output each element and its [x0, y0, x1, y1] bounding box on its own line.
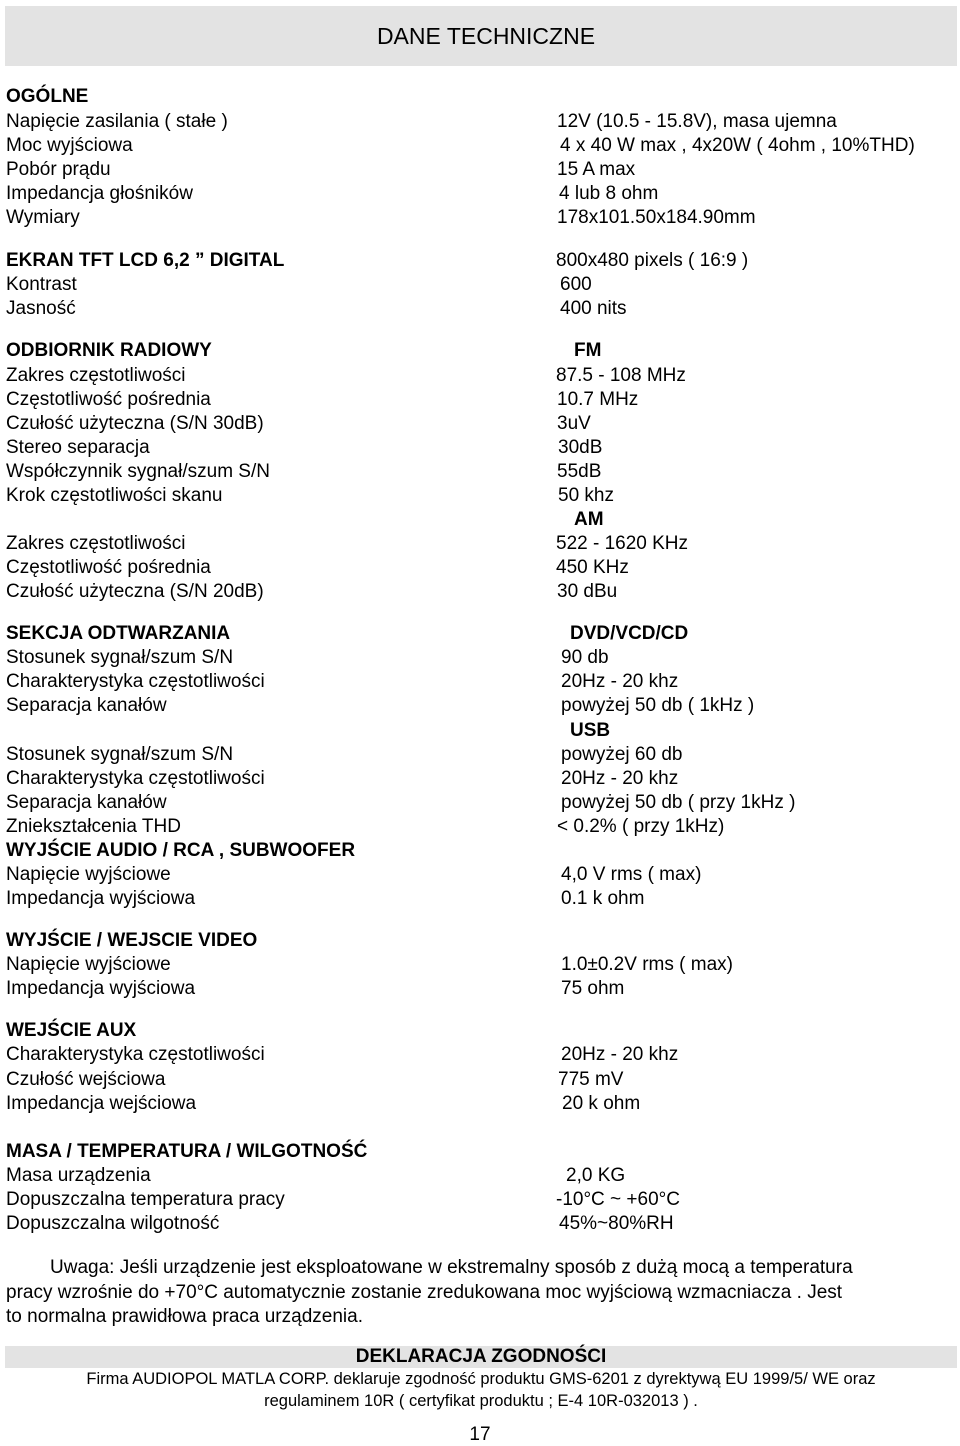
spec-label: SEKCJA ODTWARZANIA	[6, 623, 231, 644]
spec-label: Częstotliwość pośrednia	[6, 389, 211, 410]
spec-label: Impedancja wyjściowa	[6, 888, 196, 909]
note-line-3: to normalna prawidłowa praca urządzenia.	[6, 1306, 363, 1327]
spec-label: Dopuszczalna temperatura pracy	[6, 1189, 285, 1210]
spec-value: 50 khz	[558, 485, 614, 506]
spec-label: Zakres częstotliwości	[6, 365, 186, 386]
spec-value: 4,0 V rms ( max)	[561, 864, 702, 885]
declaration-line-1: Firma AUDIOPOL MATLA CORP. deklaruje zgodność produktu GMS-6201 z dyrektywą EU 1999/5/ WE oraz	[86, 1370, 876, 1388]
spec-label: Impedancja głośników	[6, 183, 193, 204]
declaration-title: DEKLARACJA ZGODNOŚCI	[355, 1346, 607, 1367]
spec-value: 600	[560, 274, 592, 295]
spec-value: 87.5 - 108 MHz	[556, 365, 686, 386]
spec-value: FM	[574, 340, 602, 361]
spec-value: 4 x 40 W max , 4x20W ( 4ohm , 10%THD)	[560, 135, 915, 156]
spec-label: Moc wyjściowa	[6, 135, 133, 156]
declaration-bar	[5, 1346, 957, 1368]
spec-value: 522 - 1620 KHz	[556, 533, 689, 554]
spec-label: Napięcie zasilania ( stałe )	[6, 111, 228, 132]
spec-value: 0.1 k ohm	[561, 888, 645, 909]
page-number: 17	[469, 1424, 491, 1445]
spec-value: 20 k ohm	[562, 1093, 641, 1114]
spec-value: 45%~80%RH	[559, 1213, 674, 1234]
spec-label: OGÓLNE	[6, 86, 89, 107]
spec-value: 1.0±0.2V rms ( max)	[561, 954, 733, 975]
spec-value: 55dB	[557, 461, 602, 482]
spec-label: Krok częstotliwości skanu	[6, 485, 223, 506]
spec-label: Kontrast	[6, 274, 77, 295]
spec-value: USB	[570, 720, 611, 741]
spec-label: WYJŚCIE / WEJSCIE VIDEO	[6, 930, 258, 951]
spec-label: Zniekształcenia THD	[6, 816, 181, 837]
spec-value: 20Hz - 20 khz	[561, 671, 679, 692]
spec-label: Charakterystyka częstotliwości	[6, 1044, 265, 1065]
spec-label: Stereo separacja	[6, 437, 150, 458]
spec-label: Pobór prądu	[6, 159, 111, 180]
spec-label: Dopuszczalna wilgotność	[6, 1213, 220, 1234]
spec-label: Współczynnik sygnał/szum S/N	[6, 461, 270, 482]
spec-value: 2,0 KG	[566, 1165, 626, 1186]
spec-label: Separacja kanałów	[6, 792, 167, 813]
spec-label: Charakterystyka częstotliwości	[6, 671, 265, 692]
spec-value: 4 lub 8 ohm	[559, 183, 659, 204]
spec-value: 15 A max	[557, 159, 636, 180]
spec-value: 400 nits	[560, 298, 627, 319]
spec-label: Czułość wejściowa	[6, 1069, 166, 1090]
spec-label: Napięcie wyjściowe	[6, 864, 171, 885]
spec-value: 20Hz - 20 khz	[561, 1044, 679, 1065]
spec-label: Impedancja wejściowa	[6, 1093, 197, 1114]
header-bar	[5, 6, 957, 66]
note-line-2: pracy wzrośnie do +70°C automatycznie zostanie zredukowana moc wyjściową wzmacniacza . Jest	[6, 1281, 843, 1303]
spec-label: MASA / TEMPERATURA / WILGOTNOŚĆ	[6, 1141, 368, 1162]
spec-value: 30dB	[558, 437, 603, 458]
spec-label: Masa urządzenia	[6, 1165, 151, 1186]
spec-value: AM	[574, 509, 604, 530]
declaration-text	[5, 1368, 957, 1412]
spec-label: Separacja kanałów	[6, 695, 167, 716]
spec-value: 178x101.50x184.90mm	[557, 207, 756, 228]
spec-label: EKRAN TFT LCD 6,2 ” DIGITAL	[6, 250, 285, 271]
spec-label: Wymiary	[6, 207, 80, 228]
spec-label: WYJŚCIE AUDIO / RCA , SUBWOOFER	[6, 840, 356, 861]
note-line-1: Uwaga: Jeśli urządzenie jest eksploatowane w ekstremalny sposób z dużą mocą a temperatura	[50, 1257, 853, 1278]
spec-value: 775 mV	[558, 1069, 624, 1090]
spec-value: 450 KHz	[556, 557, 629, 578]
page-title: DANE TECHNICZNE	[376, 23, 596, 49]
spec-label: Częstotliwość pośrednia	[6, 557, 211, 578]
spec-value: powyżej 50 db ( 1kHz )	[561, 695, 755, 716]
warning-note	[6, 1256, 954, 1330]
spec-value: 75 ohm	[561, 978, 625, 999]
spec-value: < 0.2% ( przy 1kHz)	[557, 816, 725, 837]
declaration-line-2: regulaminem 10R ( certyfikat produktu ; E-4 10R-032013 ) .	[264, 1392, 698, 1410]
spec-value: 20Hz - 20 khz	[561, 768, 679, 789]
spec-value: 800x480 pixels ( 16:9 )	[556, 250, 749, 271]
spec-value: powyżej 60 db	[561, 744, 683, 765]
spec-value: 12V (10.5 - 15.8V), masa ujemna	[557, 111, 837, 132]
spec-value: powyżej 50 db ( przy 1kHz )	[561, 792, 796, 813]
spec-label: ODBIORNIK RADIOWY	[6, 340, 212, 361]
spec-label: Charakterystyka częstotliwości	[6, 768, 265, 789]
spec-label: Stosunek sygnał/szum S/N	[6, 744, 234, 765]
spec-label: WEJŚCIE AUX	[6, 1020, 137, 1041]
spec-value: 10.7 MHz	[557, 389, 639, 410]
spec-label: Napięcie wyjściowe	[6, 954, 171, 975]
spec-value: DVD/VCD/CD	[570, 623, 689, 644]
spec-label: Czułość użyteczna (S/N 30dB)	[6, 413, 264, 434]
spec-value: -10°C ~ +60°C	[556, 1189, 680, 1210]
spec-value: 30 dBu	[557, 581, 618, 602]
spec-label: Czułość użyteczna (S/N 20dB)	[6, 581, 264, 602]
spec-label: Impedancja wyjściowa	[6, 978, 196, 999]
spec-label: Zakres częstotliwości	[6, 533, 186, 554]
spec-value: 3uV	[557, 413, 591, 434]
spec-value: 90 db	[561, 647, 609, 668]
spec-label: Jasność	[6, 298, 76, 319]
spec-label: Stosunek sygnał/szum S/N	[6, 647, 234, 668]
